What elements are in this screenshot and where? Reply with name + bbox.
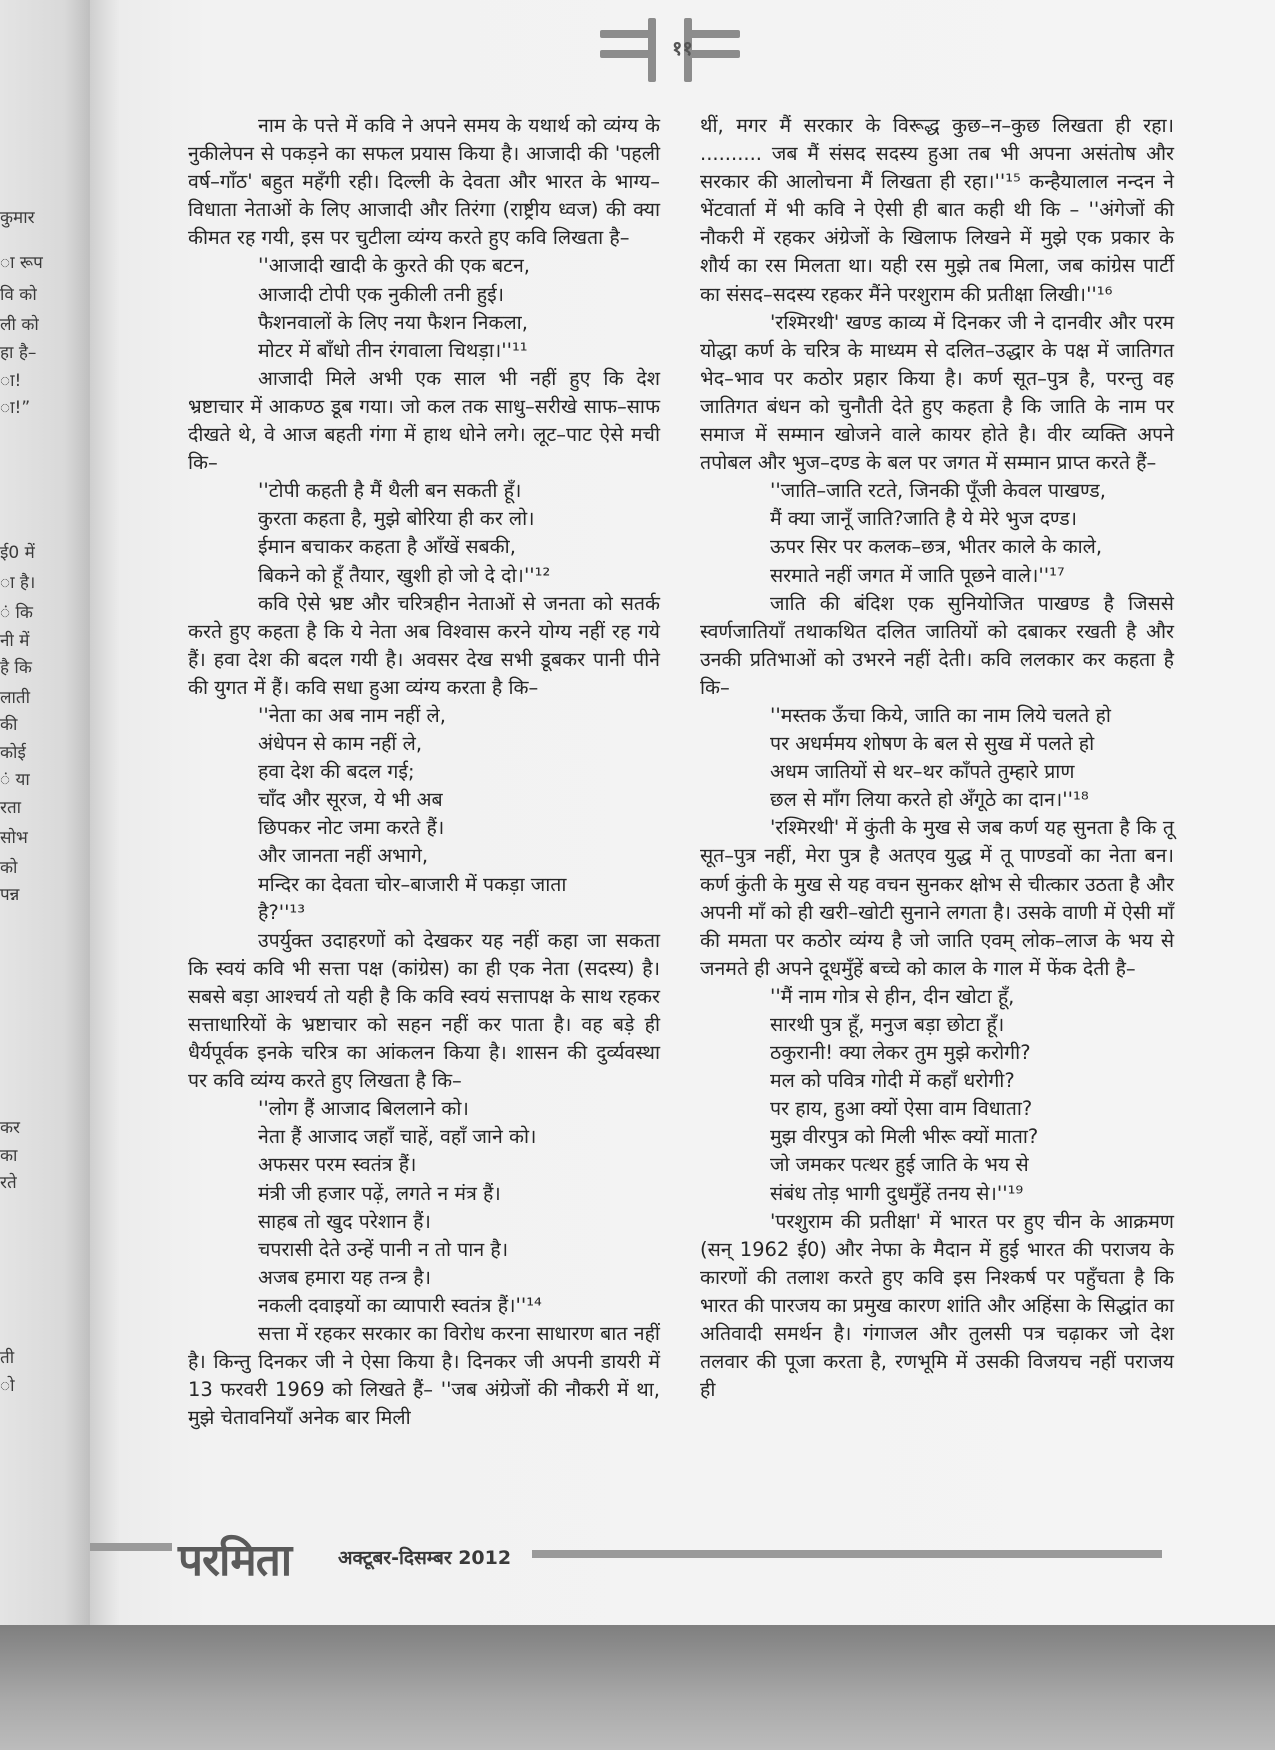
verse-line: छिपकर नोट जमा करते हैं।: [258, 816, 445, 840]
margin-fragment: को: [0, 858, 18, 878]
verse-block: [188, 477, 660, 589]
paragraph: 'रश्मिरथी' खण्ड काव्य में दिनकर जी ने दानवीर और परम योद्धा कर्ण के चरित्र के माध्यम से दलित–उद्धार के पक्ष में जातिगत भेद–भाव पर कठोर प्रहार किया है। कर्ण सूत–पुत्र है, परन्तु वह जातिगत बंधन को चुनौती देते हुए कहता है कि जाति के नाम पर समाज में सम्मान खोजने वाले कायर होते है। वीर व्यक्ति अपने तपोबल और भुज–दण्ड के बल पर जगत में सम्मान प्राप्त करते हैं–: [700, 310, 1174, 475]
verse-line: मंत्री जी हजार पढ़ें, लगते न मंत्र हैं।: [258, 1181, 501, 1205]
verse-line: जो जमकर पत्थर हुई जाति के भय से: [770, 1153, 1029, 1177]
verse-line: ''आजादी खादी के कुरते की एक बटन,: [258, 254, 530, 278]
paragraph: नाम के पत्ते में कवि ने अपने समय के यथार्थ को व्यंग्य के नुकीलेपन से पकड़ने का सफल प्रयास किया है। आजादी की 'पहली वर्ष–गाँठ' बहुत महँगी रही। दिल्ली के देवता और भारत के भाग्य–विधाता नेताओं के लिए आजादी और तिरंगा (राष्ट्रीय ध्वज) की क्या कीमत रह गयी, इस पर चुटीला व्यंग्य करते हुए कवि लिखता है–: [188, 114, 660, 250]
verse-block: [188, 1095, 660, 1320]
verse-line: मल को पवित्र गोदी में कहाँ धरोगी?: [770, 1069, 1015, 1093]
margin-fragment: ती: [0, 1348, 15, 1368]
verse-line: और जानता नहीं अभागे,: [258, 844, 429, 868]
margin-fragment: नी में: [0, 631, 30, 651]
paragraph: 'रश्मिरथी' में कुंती के मुख से जब कर्ण यह सुनता है कि तू सूत–पुत्र नहीं, मेरा पुत्र है अतएव युद्ध में तू पाण्डवों का नेता बन। कर्ण कुंती के मुख से यह वचन सुनकर क्षोभ से चीत्कार उठता है और अपनी माँ को ही खरी–खोटी सुनाने लगता है। उसके वाणी में ऐसी माँ की ममता पर कठोर व्यंग्य है जो जाति एवम् लोक–लाज के भय से जनमते ही अपने दूधमुँहें बच्चे को काल के गाल में फेंक देती है–: [700, 816, 1174, 980]
verse-line: बिकने को हूँ तैयार, खुशी हो जो दे दो।''¹²: [258, 563, 551, 587]
paragraph: सत्ता में रहकर सरकार का विरोध करना साधारण बात नहीं है। किन्तु दिनकर जी ने ऐसा किया है। दिनकर जी अपनी डायरी में 13 फरवरी 1969 को लिखते हैं– ''जब अंग्रेजों की नौकरी में था, मुझे चेतावनियाँ अनेक बार मिली: [188, 1322, 660, 1430]
verse-line: अधम जातियों से थर–थर काँपते तुम्हारे प्राण: [770, 760, 1075, 784]
margin-fragment: कुमार: [0, 208, 35, 228]
margin-fragment: पन्न: [0, 885, 20, 905]
margin-fragment: ली को: [0, 315, 39, 335]
margin-fragment: ा!: [0, 371, 22, 391]
margin-fragment: ा रूप: [0, 253, 43, 273]
margin-fragment: ा!”: [0, 398, 31, 418]
margin-fragment: ो: [0, 1376, 15, 1396]
page-header-ornament: [600, 10, 740, 90]
verse-line: आजादी टोपी एक नुकीली तनी हुई।: [258, 282, 505, 306]
verse-block: [188, 252, 660, 364]
verse-line: मन्दिर का देवता चोर–बाजारी में पकड़ा जाता: [258, 872, 567, 896]
verse-line: सरमाते नहीं जगत में जाति पूछने वाले।''¹⁷: [770, 563, 1065, 587]
verse-line: चाँद और सूरज, ये भी अब: [258, 788, 443, 812]
left-column: [188, 112, 660, 1432]
verse-block: [700, 702, 1174, 814]
verse-line: ऊपर सिर पर कलक–छत्र, भीतर काले के काले,: [770, 535, 1103, 559]
verse-line: ''मस्तक ऊँचा किये, जाति का नाम लिये चलते हो: [770, 703, 1111, 727]
margin-fragment: का: [0, 1146, 18, 1166]
verse-line: मोटर में बाँधो तीन रंगवाला चिथड़ा।''¹¹: [258, 338, 528, 362]
verse-line: संबंध तोड़ भागी दुधमुँहें तनय से।''¹⁹: [770, 1181, 1024, 1205]
footer-rule-right: [532, 1550, 1162, 1558]
verse-line: अजब हमारा यह तन्त्र है।: [258, 1265, 432, 1289]
page-number: ११: [672, 36, 693, 60]
margin-fragment: की: [0, 715, 18, 735]
paragraph: उपर्युक्त उदाहरणों को देखकर यह नहीं कहा जा सकता कि स्वयं कवि भी सत्ता पक्ष (कांग्रेस) का ही एक नेता (सदस्य) है। सबसे बड़ा आश्चर्य तो यही है कि कवि स्वयं सत्तापक्ष के साथ रहकर सत्ताधारियों के भ्रष्टाचार को सहन नहीं कर पाता है। वह बड़े ही धैर्यपूर्वक इनके चरित्र का आंकलन किया है। शासन की दुर्व्यवस्था पर कवि व्यंग्य करते हुए लिखता है कि–: [188, 928, 660, 1093]
verse-line: पर अधर्ममय शोषण के बल से सुख में पलते हो: [770, 732, 1095, 756]
verse-line: कुरता कहता है, मुझे बोरिया ही कर लो।: [258, 507, 535, 531]
verse-line: हवा देश की बदल गई;: [258, 760, 415, 784]
verse-line: नेता हैं आजाद जहाँ चाहें, वहाँ जाने को।: [258, 1125, 537, 1149]
paragraph: कवि ऐसे भ्रष्ट और चरित्रहीन नेताओं से जनता को सतर्क करते हुए कहता है कि ये नेता अब विश्वास करने योग्य नहीं रह गये हैं। हवा देश की बदल गयी है। अवसर देख सभी डूबकर पानी पीने की युगत में हैं। कवि सधा हुआ व्यंग्य करता है कि–: [188, 591, 660, 699]
margin-fragment: ई0 में: [0, 543, 35, 563]
margin-fragment: लाती: [0, 688, 31, 708]
verse-line: अंधेपन से काम नहीं ले,: [258, 732, 423, 756]
verse-line: अफसर परम स्वतंत्र हैं।: [258, 1153, 417, 1177]
verse-block: [700, 983, 1174, 1208]
verse-block: [700, 477, 1174, 589]
verse-line: ईमान बचाकर कहता है आँखें सबकी,: [258, 535, 516, 559]
paragraph: आजादी मिले अभी एक साल भी नहीं हुए कि देश भ्रष्टाचार में आकण्ठ डूब गया। जो कल तक साधु–सरीखे साफ–साफ दीखते थे, वे आज बहती गंगा में हाथ धोने लगे। लूट–पाट ऐसे मची कि–: [188, 366, 660, 475]
verse-line: ''टोपी कहती है मैं थैली बन सकती हूँ।: [258, 479, 522, 503]
verse-line: फैशनवालों के लिए नया फैशन निकला,: [258, 310, 528, 334]
verse-line: साहब तो खुद परेशान हैं।: [258, 1209, 431, 1233]
margin-fragment: हा है–: [0, 343, 37, 363]
magazine-logo: परमिता: [178, 1535, 292, 1586]
margin-fragment: ा है।: [0, 573, 36, 593]
right-column: [700, 112, 1174, 1404]
margin-fragment: ं या: [0, 770, 30, 790]
verse-line: ''नेता का अब नाम नहीं ले,: [258, 703, 446, 727]
verse-line: सारथी पुत्र हूँ, मनुज बड़ा छोटा हूँ।: [770, 1013, 1005, 1036]
paragraph: 'परशुराम की प्रतीक्षा' में भारत पर हुए चीन के आक्रमण (सन् 1962 ई0) और नेफा के मैदान में हुई भारत की पराजय के कारणों की तलाश करते हुए कवि इस निश्कर्ष पर पहुँचता है कि भारत की पारजय का प्रमुख कारण शांति और अहिंसा के सिद्धांत का अतिवादी समर्थन है। गंगाजल और तुलसी पत्र चढ़ाकर जो देश तलवार की पूजा करता है, रणभूमि में उसकी विजयच नहीं पराजय ही: [700, 1209, 1174, 1402]
verse-line: चपरासी देते उन्हें पानी न तो पान है।: [258, 1237, 509, 1261]
verse-line: मैं क्या जानूँ जाति?जाति है ये मेरे भुज दण्ड।: [770, 507, 1078, 531]
verse-line: मुझ वीरपुत्र को मिली भीरू क्यों माता?: [770, 1125, 1039, 1149]
margin-fragment: कर: [0, 1118, 21, 1138]
verse-line: पर हाय, हुआ क्यों ऐसा वाम विधाता?: [770, 1097, 1033, 1121]
verse-line: ''जाति–जाति रटते, जिनकी पूँजी केवल पाखण्ड,: [770, 479, 1106, 503]
paragraph: जाति की बंदिश एक सुनियोजित पाखण्ड है जिससे स्वर्णजातियाँ तथाकथित दलित जातियों को दबाकर रखती है और उनकी प्रतिभाओं को उभरने नहीं देती। कवि ललकार कर कहता है कि–: [700, 591, 1174, 699]
issue-date: अक्टूबर-दिसम्बर 2012: [338, 1547, 512, 1569]
margin-fragment: ं कि: [0, 603, 33, 623]
margin-fragment: कोई: [0, 743, 26, 763]
verse-line: नकली दवाइयों का व्यापारी स्वतंत्र हैं।''¹⁴: [258, 1293, 542, 1317]
margin-fragment: वि को: [0, 285, 37, 305]
verse-line: है?''¹³: [258, 900, 306, 924]
margin-fragment: है कि: [0, 658, 32, 678]
verse-line: ठकुरानी! क्या लेकर तुम मुझे करोगी?: [770, 1041, 1031, 1065]
footer-rule-left: [90, 1543, 172, 1551]
margin-fragment: रते: [0, 1173, 17, 1193]
verse-block: [188, 702, 660, 927]
scan-background: [0, 1625, 1275, 1750]
verse-line: ''लोग हैं आजाद बिललाने को।: [258, 1097, 469, 1121]
verse-line: छल से माँग लिया करते हो अँगूठे का दान।''¹⁸: [770, 788, 1089, 812]
margin-fragment: सोभ: [0, 828, 28, 848]
margin-fragment: रता: [0, 798, 22, 818]
verse-line: ''मैं नाम गोत्र से हीन, दीन खोटा हूँ,: [770, 984, 1015, 1008]
paragraph: थीं, मगर मैं सरकार के विरूद्ध कुछ–न–कुछ लिखता ही रहा। .......... जब मैं संसद सदस्य हुआ तब भी अपना असंतोष और सरकार की आलोचना मैं लिखता ही रहा।''¹⁵ कन्हैयालाल नन्दन ने भेंटवार्ता में भी कवि ने ऐसी ही बात कही थी कि – ''अंगेजों की नौकरी में रहकर अंग्रेजों के खिलाफ लिखने में मुझे एक प्रकार के शौर्य का रस मिलता था। यही रस मुझे तब मिला, जब कांग्रेस पार्टी का संसद–सदस्य रहकर मैंने परशुराम की प्रतीक्षा लिखी।''¹⁶: [700, 114, 1174, 306]
